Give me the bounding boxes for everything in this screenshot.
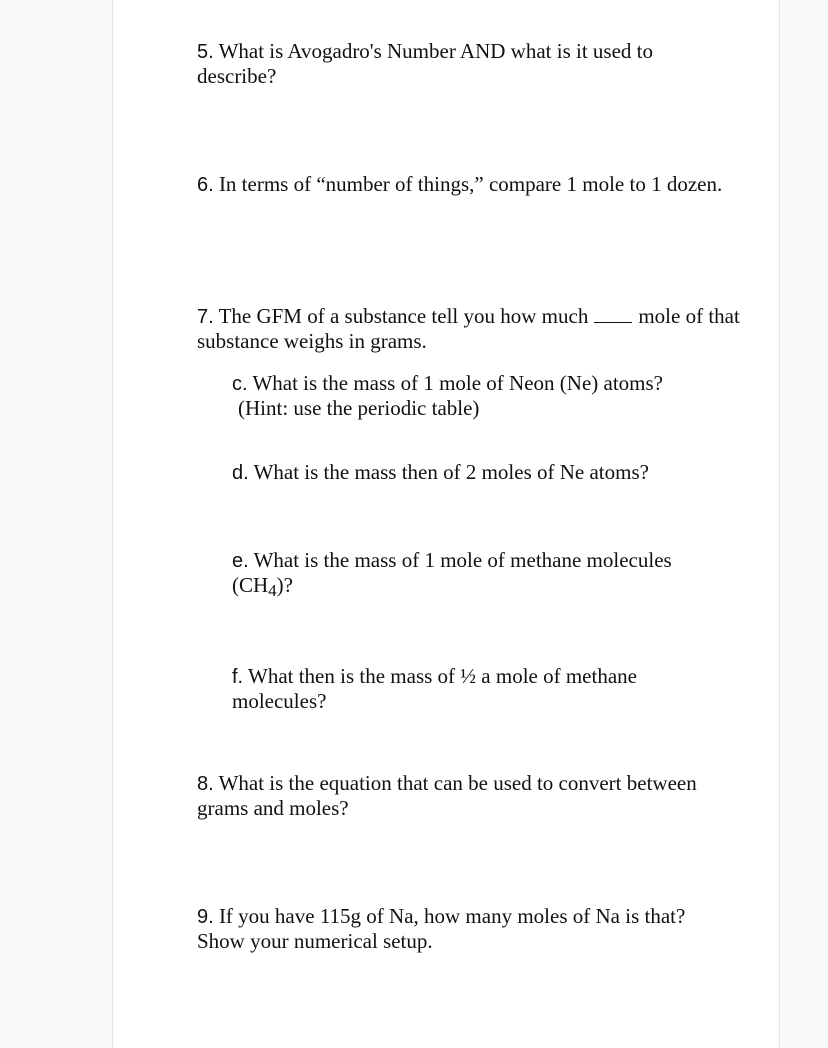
- question-text: What is the equation that can be used to convert between grams and moles?: [197, 771, 697, 820]
- methane-formula: $(CH_4)$?: [232, 573, 293, 600]
- question-text-before: The GFM of a substance tell you how much: [218, 304, 589, 328]
- question-text: What then is the mass of ½ a mole of methane molecules?: [232, 664, 637, 713]
- question-number: 5.: [197, 41, 214, 63]
- question-number: d.: [232, 462, 249, 484]
- question-number: 9.: [197, 906, 214, 928]
- question-number: 7.: [197, 306, 214, 328]
- question-9: [197, 904, 707, 953]
- question-7f: [232, 664, 712, 713]
- document-page: [112, 0, 780, 1048]
- question-text: What is the mass of 1 mole of Neon (Ne) atoms?: [252, 371, 663, 395]
- question-number: c.: [232, 373, 248, 395]
- question-text: In terms of “number of things,” compare 1 mole to 1 dozen.: [218, 172, 723, 196]
- question-8: [197, 771, 697, 820]
- answer-blank: [594, 305, 632, 323]
- question-text: What is Avogadro's Number AND what is it used to describe?: [197, 39, 653, 88]
- question-number: 8.: [197, 773, 214, 795]
- question-7c: [232, 371, 752, 420]
- question-7: [197, 304, 747, 353]
- question-hint: (Hint: use the periodic table): [238, 396, 480, 420]
- question-6: [197, 172, 727, 197]
- question-7e: [232, 548, 752, 603]
- question-5: [197, 39, 727, 88]
- question-text: What is the mass of 1 mole of methane molecules: [253, 548, 672, 572]
- question-number: 6.: [197, 174, 214, 196]
- question-text: If you have 115g of Na, how many moles of Na is that? Show your numerical setup.: [197, 904, 686, 953]
- question-text-after: mole of that substance weighs in grams.: [197, 304, 740, 353]
- question-number: e.: [232, 550, 249, 572]
- question-7d: [232, 460, 752, 485]
- question-text: What is the mass then of 2 moles of Ne atoms?: [253, 460, 649, 484]
- question-number: f.: [232, 666, 244, 688]
